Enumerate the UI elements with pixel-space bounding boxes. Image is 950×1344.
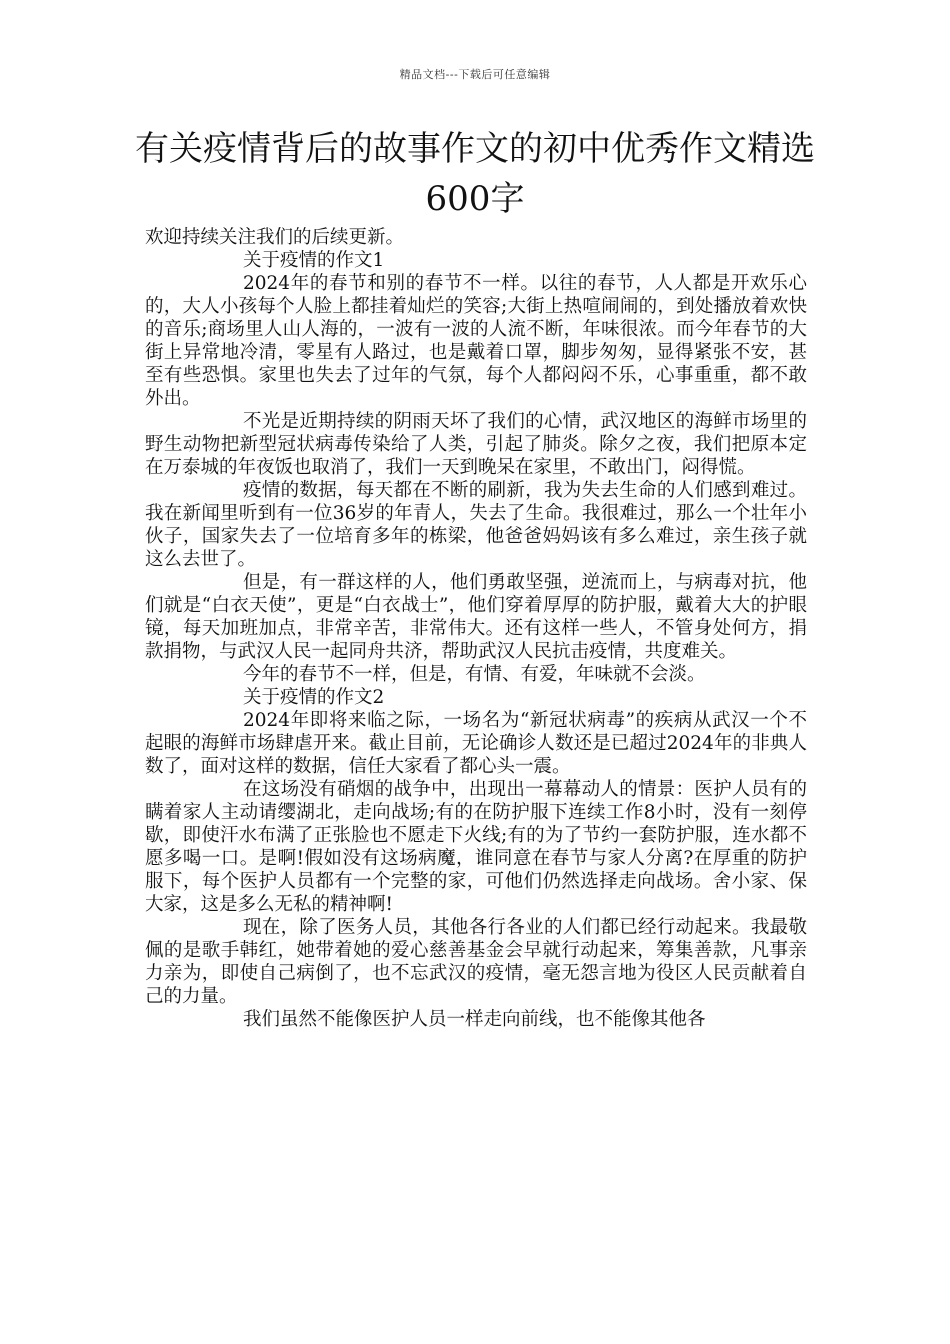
paragraph: 今年的春节不一样，但是，有情、有爱，年味就不会淡。	[243, 664, 706, 685]
paragraph: 但是，有一群这样的人，他们勇敢坚强，逆流而上，与病毒对抗，他们就是“白衣天使”，更是“白衣战士”，他们穿着厚厚的防护服，戴着大大的护眼镜，每天加班加点，非常辛苦，非常伟大。还有这样一些人，不管身处何方，捐款捐物，与武汉人民一起同舟共济，帮助武汉人民抗击疫情，共度难关。	[145, 572, 807, 662]
section-heading-2: 关于疫情的作文2	[243, 687, 385, 708]
paragraph: 2024年即将来临之际，一场名为“新冠状病毒”的疾病从武汉一个不起眼的海鲜市场肆虐开来。截止目前，无论确诊人数还是已超过2024年的非典人数了，面对这样的数据，信任大家看了都心头一震。	[145, 710, 807, 777]
paragraph: 我们虽然不能像医护人员一样走向前线，也不能像其他各	[243, 1009, 706, 1030]
paragraph: 不光是近期持续的阴雨天坏了我们的心情，武汉地区的海鲜市场里的野生动物把新型冠状病毒传染给了人类，引起了肺炎。除夕之夜，我们把原本定在万泰城的年夜饭也取消了，我们一天到晚呆在家里，不敢出门，闷得慌。	[145, 411, 807, 478]
document-title: 有关疫情背后的故事作文的初中优秀作文精选600字	[135, 129, 815, 219]
paragraph: 疫情的数据，每天都在不断的刷新，我为失去生命的人们感到难过。我在新闻里听到有一位36岁的年青人，失去了生命。我很难过，那么一个壮年小伙子，国家失去了一位培育多年的栋梁，他爸爸妈妈该有多么难过，亲生孩子就这么去世了。	[145, 480, 807, 570]
paragraph: 2024年的春节和别的春节不一样。以往的春节，人人都是开欢乐心的，大人小孩每个人脸上都挂着灿烂的笑容;大街上热喧闹闹的，到处播放着欢快的音乐;商场里人山人海的，一波有一波的人流不断，年味很浓。而今年春节的大街上异常地冷清，零星有人路过，也是戴着口罩，脚步匆匆，显得紧张不安，甚至有些恐惧。家里也失去了过年的气氛，每个人都闷闷不乐，心事重重，都不敢外出。	[145, 273, 807, 409]
article-body	[145, 226, 807, 1031]
intro-line: 欢迎持续关注我们的后续更新。	[145, 227, 405, 248]
paragraph: 现在，除了医务人员，其他各行各业的人们都已经行动起来。我最敬佩的是歌手韩红，她带着她的爱心慈善基金会早就行动起来，筹集善款，凡事亲力亲为，即使自己病倒了，也不忘武汉的疫情，毫无怨言地为役区人民贡献着自己的力量。	[145, 917, 807, 1007]
page-header-note: 精品文档---下载后可任意编辑	[399, 68, 551, 81]
paragraph: 在这场没有硝烟的战争中，出现出一幕幕动人的情景：医护人员有的瞒着家人主动请缨湖北，走向战场;有的在防护服下连续工作8小时，没有一刻停歇，即使汗水布满了正张脸也不愿走下火线;有的为了节约一套防护服，连水都不愿多喝一口。是啊!假如没有这场病魔，谁同意在春节与家人分离?在厚重的防护服下，每个医护人员都有一个完整的家，可他们仍然选择走向战场。舍小家、保大家，这是多么无私的精神啊!	[145, 779, 807, 915]
section-heading-1: 关于疫情的作文1	[243, 250, 385, 271]
